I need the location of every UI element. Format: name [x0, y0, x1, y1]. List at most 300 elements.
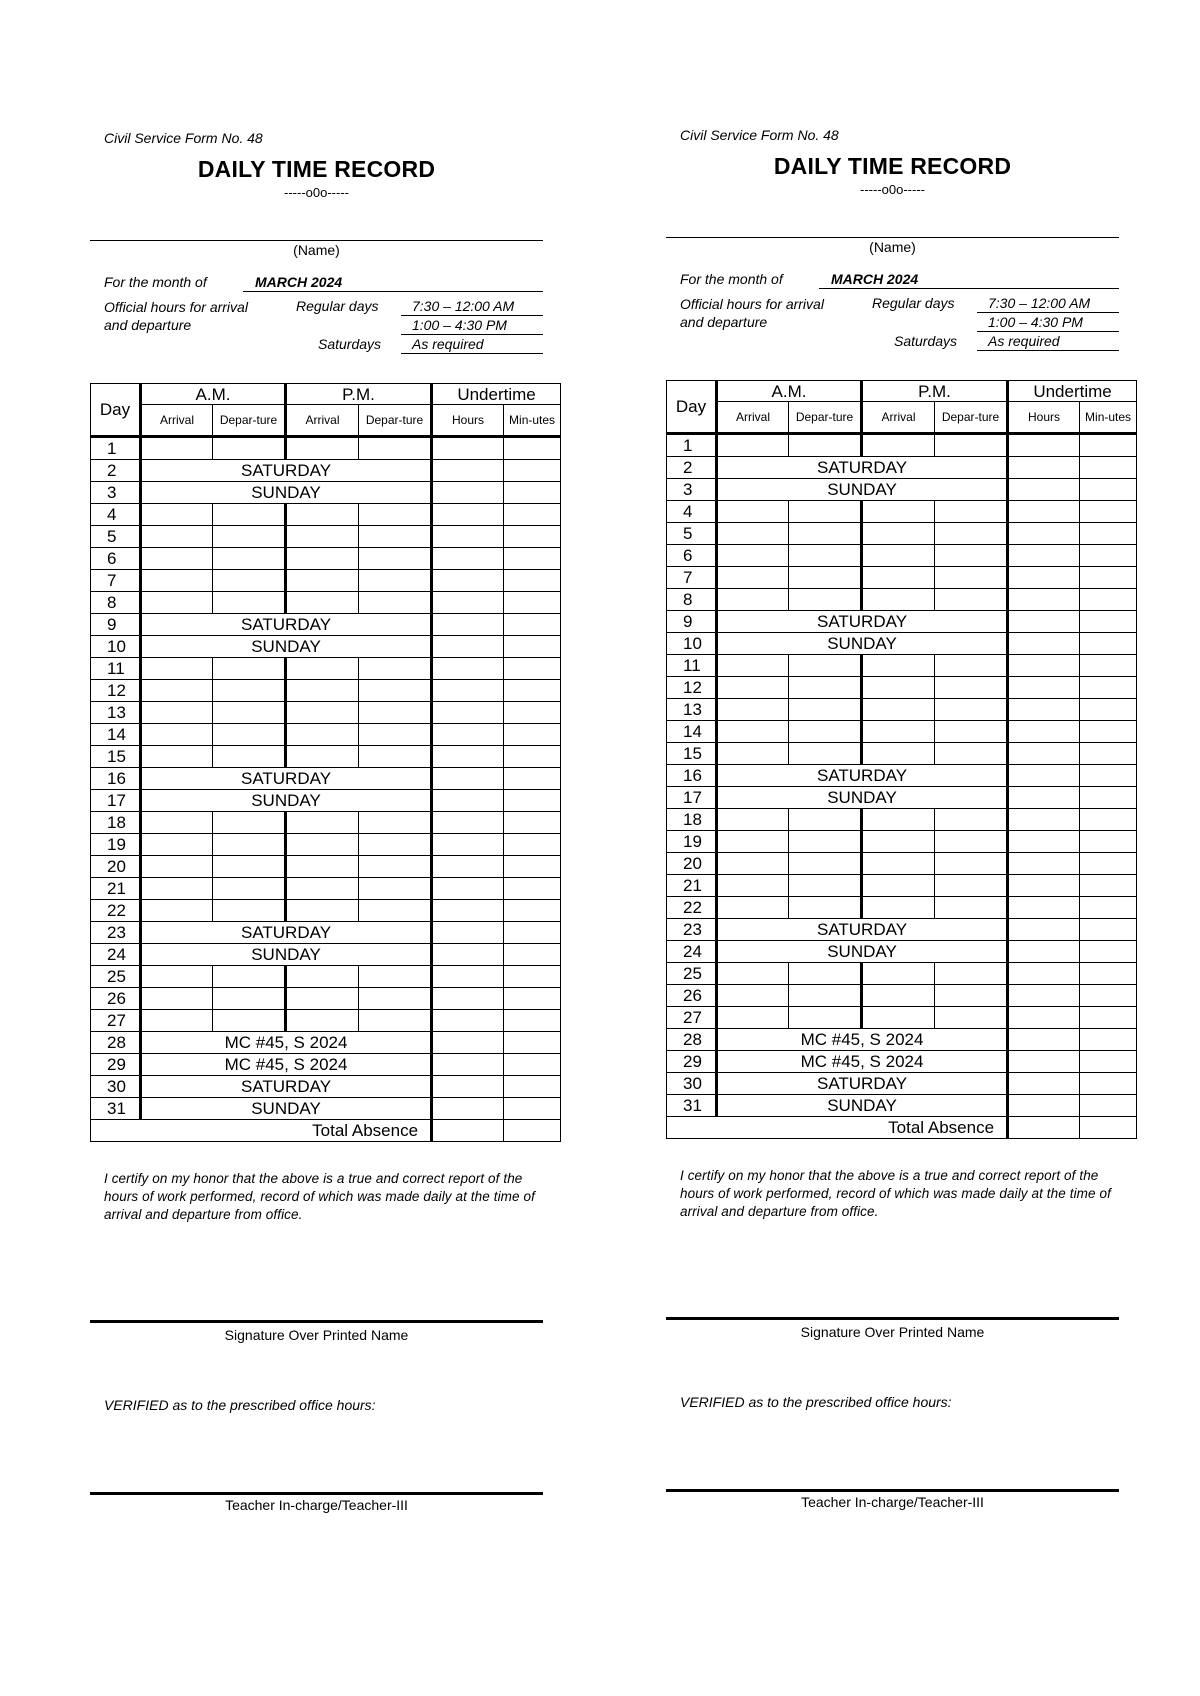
pm-arrival-cell[interactable]	[286, 878, 359, 900]
undertime-hours-cell[interactable]	[1008, 545, 1080, 567]
undertime-minutes-cell[interactable]	[1080, 457, 1137, 479]
pm-arrival-cell[interactable]	[286, 724, 359, 746]
undertime-minutes-cell[interactable]	[1080, 1095, 1137, 1117]
pm-departure-cell[interactable]	[359, 437, 432, 460]
am-arrival-cell[interactable]	[141, 834, 213, 856]
undertime-minutes-cell[interactable]	[504, 437, 561, 460]
pm-arrival-cell[interactable]	[862, 875, 935, 897]
undertime-minutes-cell[interactable]	[1080, 501, 1137, 523]
regular-am-hours[interactable]: 7:30 – 12:00 AM	[977, 295, 1119, 313]
am-departure-cell[interactable]	[789, 567, 862, 589]
undertime-hours-cell[interactable]	[1008, 633, 1080, 655]
undertime-hours-cell[interactable]	[1008, 1073, 1080, 1095]
undertime-minutes-cell[interactable]	[1080, 611, 1137, 633]
am-arrival-cell[interactable]	[717, 501, 789, 523]
name-field[interactable]	[666, 237, 1119, 238]
undertime-minutes-cell[interactable]	[1080, 699, 1137, 721]
am-arrival-cell[interactable]	[717, 523, 789, 545]
day-number: 20	[667, 853, 717, 875]
am-departure-cell[interactable]	[213, 900, 286, 922]
undertime-hours-cell[interactable]	[432, 944, 504, 966]
saturdays-hours[interactable]: As required	[401, 336, 543, 354]
am-arrival-cell[interactable]	[141, 526, 213, 548]
am-arrival-cell[interactable]	[717, 875, 789, 897]
am-departure-cell[interactable]	[789, 501, 862, 523]
undertime-minutes-cell[interactable]	[504, 526, 561, 548]
undertime-hours-cell[interactable]	[1008, 941, 1080, 963]
pm-arrival-cell[interactable]	[862, 655, 935, 677]
undertime-hours-cell[interactable]	[1008, 589, 1080, 611]
undertime-hours-cell[interactable]	[432, 614, 504, 636]
undertime-minutes-cell[interactable]	[1080, 765, 1137, 787]
pm-arrival-cell[interactable]	[286, 834, 359, 856]
am-arrival-cell[interactable]	[141, 724, 213, 746]
undertime-minutes-cell[interactable]	[504, 482, 561, 504]
pm-arrival-cell[interactable]	[286, 592, 359, 614]
undertime-minutes-cell[interactable]	[504, 592, 561, 614]
table-row	[91, 746, 561, 768]
undertime-hours-cell[interactable]	[432, 900, 504, 922]
am-departure-cell[interactable]	[789, 743, 862, 765]
pm-arrival-cell[interactable]	[286, 526, 359, 548]
am-arrival-cell[interactable]	[141, 592, 213, 614]
pm-arrival-cell[interactable]	[862, 985, 935, 1007]
am-departure-cell[interactable]	[789, 699, 862, 721]
am-departure-cell[interactable]	[789, 677, 862, 699]
am-arrival-cell[interactable]	[717, 545, 789, 567]
undertime-minutes-cell[interactable]	[1080, 633, 1137, 655]
am-arrival-cell[interactable]	[717, 809, 789, 831]
am-departure-cell[interactable]	[789, 985, 862, 1007]
pm-arrival-cell[interactable]	[862, 1007, 935, 1029]
undertime-minutes-cell[interactable]	[1080, 831, 1137, 853]
pm-departure-cell[interactable]	[359, 680, 432, 702]
pm-arrival-cell[interactable]	[862, 677, 935, 699]
am-departure-cell[interactable]	[789, 523, 862, 545]
am-departure-cell[interactable]	[789, 897, 862, 919]
am-arrival-cell[interactable]	[717, 655, 789, 677]
undertime-minutes-cell[interactable]	[504, 768, 561, 790]
undertime-minutes-cell[interactable]	[504, 548, 561, 570]
am-departure-cell[interactable]	[789, 721, 862, 743]
am-departure-cell[interactable]	[213, 856, 286, 878]
undertime-minutes-cell[interactable]	[1080, 919, 1137, 941]
undertime-hours-cell[interactable]	[1008, 853, 1080, 875]
undertime-minutes-cell[interactable]	[504, 1054, 561, 1076]
undertime-hours-cell[interactable]	[1008, 479, 1080, 501]
undertime-hours-cell[interactable]	[1008, 809, 1080, 831]
undertime-hours-cell[interactable]	[1008, 787, 1080, 809]
am-arrival-cell[interactable]	[141, 1010, 213, 1032]
undertime-hours-cell[interactable]	[432, 746, 504, 768]
pm-departure-cell[interactable]	[359, 658, 432, 680]
am-departure-cell[interactable]	[213, 548, 286, 570]
undertime-hours-cell[interactable]	[1008, 699, 1080, 721]
undertime-hours-cell[interactable]	[432, 1054, 504, 1076]
pm-departure-cell[interactable]	[359, 504, 432, 526]
undertime-hours-cell[interactable]	[432, 437, 504, 460]
day-number: 15	[667, 743, 717, 765]
undertime-minutes-cell[interactable]	[504, 834, 561, 856]
am-arrival-cell[interactable]	[141, 988, 213, 1010]
undertime-minutes-cell[interactable]	[1080, 434, 1137, 457]
am-departure-cell[interactable]	[213, 592, 286, 614]
regular-pm-hours[interactable]: 1:00 – 4:30 PM	[977, 314, 1119, 332]
total-hours-cell[interactable]	[1008, 1117, 1080, 1139]
am-departure-cell[interactable]	[213, 724, 286, 746]
undertime-hours-cell[interactable]	[432, 460, 504, 482]
undertime-minutes-cell[interactable]	[1080, 479, 1137, 501]
undertime-minutes-cell[interactable]	[1080, 567, 1137, 589]
undertime-minutes-cell[interactable]	[504, 878, 561, 900]
pm-departure-cell[interactable]	[935, 853, 1008, 875]
pm-arrival-cell[interactable]	[286, 437, 359, 460]
undertime-minutes-cell[interactable]	[504, 680, 561, 702]
pm-departure-cell[interactable]	[935, 963, 1008, 985]
am-arrival-cell[interactable]	[141, 856, 213, 878]
undertime-minutes-cell[interactable]	[504, 658, 561, 680]
undertime-minutes-cell[interactable]	[504, 790, 561, 812]
am-arrival-cell[interactable]	[717, 699, 789, 721]
am-departure-cell[interactable]	[213, 658, 286, 680]
am-departure-cell[interactable]	[789, 809, 862, 831]
pm-arrival-cell[interactable]	[286, 966, 359, 988]
regular-pm-hours[interactable]: 1:00 – 4:30 PM	[401, 317, 543, 335]
pm-arrival-cell[interactable]	[286, 746, 359, 768]
am-arrival-cell[interactable]	[717, 831, 789, 853]
pm-arrival-cell[interactable]	[862, 897, 935, 919]
pm-departure-cell[interactable]	[935, 809, 1008, 831]
undertime-hours-cell[interactable]	[432, 790, 504, 812]
pm-arrival-cell[interactable]	[286, 988, 359, 1010]
pm-arrival-cell[interactable]	[286, 680, 359, 702]
total-minutes-cell[interactable]	[504, 1120, 561, 1142]
table-row	[91, 614, 561, 636]
undertime-hours-cell[interactable]	[1008, 897, 1080, 919]
pm-departure-cell[interactable]	[935, 434, 1008, 457]
pm-departure-cell[interactable]	[935, 743, 1008, 765]
am-arrival-cell[interactable]	[717, 434, 789, 457]
undertime-minutes-cell[interactable]	[1080, 787, 1137, 809]
undertime-minutes-cell[interactable]	[1080, 1051, 1137, 1073]
am-arrival-cell[interactable]	[141, 658, 213, 680]
am-departure-cell[interactable]	[789, 545, 862, 567]
pm-departure-cell[interactable]	[935, 831, 1008, 853]
undertime-minutes-cell[interactable]	[504, 856, 561, 878]
undertime-hours-cell[interactable]	[432, 526, 504, 548]
am-arrival-cell[interactable]	[141, 812, 213, 834]
undertime-hours-cell[interactable]	[432, 1010, 504, 1032]
undertime-minutes-cell[interactable]	[504, 636, 561, 658]
am-departure-cell[interactable]	[789, 1007, 862, 1029]
undertime-hours-cell[interactable]	[1008, 831, 1080, 853]
undertime-hours-cell[interactable]	[1008, 743, 1080, 765]
undertime-minutes-cell[interactable]	[504, 944, 561, 966]
am-arrival-cell[interactable]	[141, 900, 213, 922]
undertime-minutes-cell[interactable]	[504, 570, 561, 592]
pm-departure-cell[interactable]	[359, 548, 432, 570]
month-field[interactable]: MARCH 2024	[243, 274, 543, 292]
pm-arrival-cell[interactable]	[862, 567, 935, 589]
undertime-hours-cell[interactable]	[1008, 655, 1080, 677]
undertime-hours-cell[interactable]	[432, 856, 504, 878]
undertime-minutes-cell[interactable]	[1080, 985, 1137, 1007]
am-arrival-cell[interactable]	[717, 743, 789, 765]
undertime-hours-cell[interactable]	[432, 878, 504, 900]
pm-arrival-cell[interactable]	[862, 589, 935, 611]
undertime-minutes-cell[interactable]	[1080, 523, 1137, 545]
am-departure-cell[interactable]	[789, 434, 862, 457]
undertime-hours-cell[interactable]	[1008, 765, 1080, 787]
am-departure-cell[interactable]	[213, 812, 286, 834]
undertime-hours-cell[interactable]	[432, 724, 504, 746]
am-departure-cell[interactable]	[789, 853, 862, 875]
pm-departure-cell[interactable]	[359, 834, 432, 856]
regular-am-hours[interactable]: 7:30 – 12:00 AM	[401, 298, 543, 316]
pm-departure-cell[interactable]	[359, 702, 432, 724]
undertime-hours-cell[interactable]	[1008, 1051, 1080, 1073]
total-hours-cell[interactable]	[432, 1120, 504, 1142]
day-status-label: MC #45, S 2024	[717, 1029, 1008, 1051]
undertime-minutes-cell[interactable]	[504, 724, 561, 746]
am-departure-cell[interactable]	[213, 680, 286, 702]
undertime-minutes-cell[interactable]	[1080, 897, 1137, 919]
signature-line[interactable]	[666, 1317, 1119, 1320]
undertime-minutes-cell[interactable]	[1080, 941, 1137, 963]
month-field[interactable]: MARCH 2024	[819, 271, 1119, 289]
undertime-minutes-cell[interactable]	[504, 746, 561, 768]
undertime-minutes-cell[interactable]	[1080, 875, 1137, 897]
am-arrival-cell[interactable]	[141, 548, 213, 570]
undertime-minutes-cell[interactable]	[504, 702, 561, 724]
am-departure-cell[interactable]	[213, 526, 286, 548]
pm-departure-cell[interactable]	[359, 966, 432, 988]
pm-arrival-cell[interactable]	[286, 658, 359, 680]
undertime-hours-cell[interactable]	[1008, 611, 1080, 633]
undertime-minutes-cell[interactable]	[504, 922, 561, 944]
name-field[interactable]	[90, 240, 543, 241]
pm-arrival-cell[interactable]	[286, 900, 359, 922]
undertime-hours-cell[interactable]	[1008, 919, 1080, 941]
undertime-minutes-cell[interactable]	[1080, 853, 1137, 875]
pm-arrival-cell[interactable]	[862, 743, 935, 765]
pm-departure-cell[interactable]	[359, 592, 432, 614]
am-departure-cell[interactable]	[213, 746, 286, 768]
undertime-hours-cell[interactable]	[1008, 457, 1080, 479]
undertime-hours-cell[interactable]	[432, 834, 504, 856]
undertime-hours-cell[interactable]	[1008, 523, 1080, 545]
pm-arrival-cell[interactable]	[862, 501, 935, 523]
undertime-hours-cell[interactable]	[432, 592, 504, 614]
undertime-hours-cell[interactable]	[432, 702, 504, 724]
verifier-signature-line[interactable]	[666, 1489, 1119, 1492]
undertime-minutes-cell[interactable]	[504, 1098, 561, 1120]
pm-arrival-cell[interactable]	[862, 831, 935, 853]
undertime-minutes-cell[interactable]	[504, 1032, 561, 1054]
saturdays-hours[interactable]: As required	[977, 333, 1119, 351]
undertime-hours-cell[interactable]	[432, 504, 504, 526]
undertime-hours-cell[interactable]	[1008, 501, 1080, 523]
pm-arrival-cell[interactable]	[286, 856, 359, 878]
undertime-minutes-cell[interactable]	[1080, 677, 1137, 699]
am-arrival-cell[interactable]	[141, 966, 213, 988]
undertime-minutes-cell[interactable]	[1080, 809, 1137, 831]
am-arrival-cell[interactable]	[141, 878, 213, 900]
am-departure-cell[interactable]	[789, 655, 862, 677]
undertime-minutes-cell[interactable]	[504, 988, 561, 1010]
undertime-hours-cell[interactable]	[432, 482, 504, 504]
pm-departure-cell[interactable]	[359, 812, 432, 834]
pm-arrival-cell[interactable]	[862, 434, 935, 457]
undertime-minutes-cell[interactable]	[1080, 655, 1137, 677]
pm-arrival-cell[interactable]	[862, 721, 935, 743]
pm-arrival-cell[interactable]	[862, 853, 935, 875]
pm-departure-cell[interactable]	[359, 900, 432, 922]
signature-line[interactable]	[90, 1320, 543, 1323]
am-arrival-cell[interactable]	[141, 702, 213, 724]
am-departure-cell[interactable]	[213, 834, 286, 856]
undertime-hours-cell[interactable]	[432, 1098, 504, 1120]
undertime-minutes-cell[interactable]	[504, 460, 561, 482]
undertime-hours-cell[interactable]	[1008, 721, 1080, 743]
am-departure-cell[interactable]	[213, 878, 286, 900]
am-arrival-cell[interactable]	[141, 504, 213, 526]
pm-departure-cell[interactable]	[935, 897, 1008, 919]
pm-departure-cell[interactable]	[359, 856, 432, 878]
undertime-minutes-cell[interactable]	[1080, 1007, 1137, 1029]
pm-departure-cell[interactable]	[935, 699, 1008, 721]
pm-departure-cell[interactable]	[935, 1007, 1008, 1029]
undertime-hours-cell[interactable]	[432, 922, 504, 944]
am-departure-cell[interactable]	[789, 963, 862, 985]
pm-departure-cell[interactable]	[359, 724, 432, 746]
pm-departure-cell[interactable]	[935, 523, 1008, 545]
am-arrival-cell[interactable]	[717, 589, 789, 611]
am-arrival-cell[interactable]	[717, 721, 789, 743]
pm-arrival-cell[interactable]	[286, 812, 359, 834]
verifier-signature-line[interactable]	[90, 1492, 543, 1495]
am-departure-cell[interactable]	[789, 589, 862, 611]
am-arrival-cell[interactable]	[717, 677, 789, 699]
undertime-hours-cell[interactable]	[1008, 567, 1080, 589]
pm-arrival-cell[interactable]	[286, 1010, 359, 1032]
pm-arrival-cell[interactable]	[286, 504, 359, 526]
undertime-minutes-cell[interactable]	[504, 812, 561, 834]
undertime-hours-cell[interactable]	[1008, 1095, 1080, 1117]
undertime-minutes-cell[interactable]	[1080, 545, 1137, 567]
undertime-minutes-cell[interactable]	[1080, 1073, 1137, 1095]
pm-departure-cell[interactable]	[935, 501, 1008, 523]
undertime-minutes-cell[interactable]	[1080, 721, 1137, 743]
table-row	[91, 570, 561, 592]
pm-arrival-cell[interactable]	[862, 963, 935, 985]
undertime-hours-cell[interactable]	[1008, 677, 1080, 699]
pm-arrival-cell[interactable]	[286, 702, 359, 724]
pm-departure-cell[interactable]	[359, 526, 432, 548]
am-departure-cell[interactable]	[789, 831, 862, 853]
undertime-hours-cell[interactable]	[432, 548, 504, 570]
undertime-hours-cell[interactable]	[432, 812, 504, 834]
undertime-hours-cell[interactable]	[432, 658, 504, 680]
am-arrival-cell[interactable]	[141, 570, 213, 592]
undertime-hours-cell[interactable]	[432, 768, 504, 790]
pm-departure-cell[interactable]	[935, 985, 1008, 1007]
pm-departure-cell[interactable]	[935, 875, 1008, 897]
am-arrival-cell[interactable]	[141, 437, 213, 460]
undertime-hours-cell[interactable]	[432, 570, 504, 592]
am-arrival-cell[interactable]	[717, 963, 789, 985]
undertime-hours-cell[interactable]	[1008, 1029, 1080, 1051]
undertime-minutes-cell[interactable]	[504, 504, 561, 526]
undertime-hours-cell[interactable]	[432, 680, 504, 702]
pm-departure-cell[interactable]	[359, 746, 432, 768]
undertime-minutes-cell[interactable]	[504, 966, 561, 988]
am-departure-cell[interactable]	[213, 966, 286, 988]
undertime-hours-cell[interactable]	[1008, 985, 1080, 1007]
pm-departure-cell[interactable]	[935, 677, 1008, 699]
pm-departure-cell[interactable]	[359, 570, 432, 592]
am-arrival-cell[interactable]	[717, 1007, 789, 1029]
undertime-hours-cell[interactable]	[432, 966, 504, 988]
pm-departure-cell[interactable]	[935, 545, 1008, 567]
undertime-minutes-cell[interactable]	[1080, 589, 1137, 611]
undertime-hours-cell[interactable]	[432, 988, 504, 1010]
pm-departure-cell[interactable]	[935, 721, 1008, 743]
undertime-minutes-cell[interactable]	[504, 1076, 561, 1098]
am-arrival-cell[interactable]	[717, 853, 789, 875]
am-arrival-cell[interactable]	[717, 897, 789, 919]
pm-arrival-cell[interactable]	[286, 570, 359, 592]
undertime-minutes-cell[interactable]	[504, 1010, 561, 1032]
am-arrival-cell[interactable]	[717, 567, 789, 589]
undertime-minutes-cell[interactable]	[1080, 1029, 1137, 1051]
undertime-hours-cell[interactable]	[1008, 875, 1080, 897]
undertime-hours-cell[interactable]	[1008, 434, 1080, 457]
pm-departure-cell[interactable]	[935, 589, 1008, 611]
pm-departure-cell[interactable]	[935, 655, 1008, 677]
am-departure-cell[interactable]	[213, 570, 286, 592]
pm-departure-cell[interactable]	[935, 567, 1008, 589]
undertime-hours-cell[interactable]	[1008, 963, 1080, 985]
pm-arrival-cell[interactable]	[862, 699, 935, 721]
undertime-minutes-cell[interactable]	[504, 900, 561, 922]
am-arrival-cell[interactable]	[141, 746, 213, 768]
am-arrival-cell[interactable]	[141, 680, 213, 702]
undertime-hours-cell[interactable]	[432, 1032, 504, 1054]
am-arrival-cell[interactable]	[717, 985, 789, 1007]
total-minutes-cell[interactable]	[1080, 1117, 1137, 1139]
am-departure-cell[interactable]	[789, 875, 862, 897]
pm-arrival-cell[interactable]	[862, 545, 935, 567]
pm-arrival-cell[interactable]	[862, 809, 935, 831]
pm-arrival-cell[interactable]	[286, 548, 359, 570]
undertime-hours-cell[interactable]	[432, 1076, 504, 1098]
am-departure-cell[interactable]	[213, 504, 286, 526]
am-departure-cell[interactable]	[213, 988, 286, 1010]
pm-departure-cell[interactable]	[359, 988, 432, 1010]
undertime-minutes-cell[interactable]	[1080, 963, 1137, 985]
undertime-hours-cell[interactable]	[432, 636, 504, 658]
pm-arrival-cell[interactable]	[862, 523, 935, 545]
am-departure-cell[interactable]	[213, 1010, 286, 1032]
am-departure-cell[interactable]	[213, 702, 286, 724]
undertime-hours-cell[interactable]	[1008, 1007, 1080, 1029]
pm-departure-cell[interactable]	[359, 1010, 432, 1032]
undertime-minutes-cell[interactable]	[504, 614, 561, 636]
am-departure-cell[interactable]	[213, 437, 286, 460]
pm-departure-cell[interactable]	[359, 878, 432, 900]
undertime-minutes-cell[interactable]	[1080, 743, 1137, 765]
